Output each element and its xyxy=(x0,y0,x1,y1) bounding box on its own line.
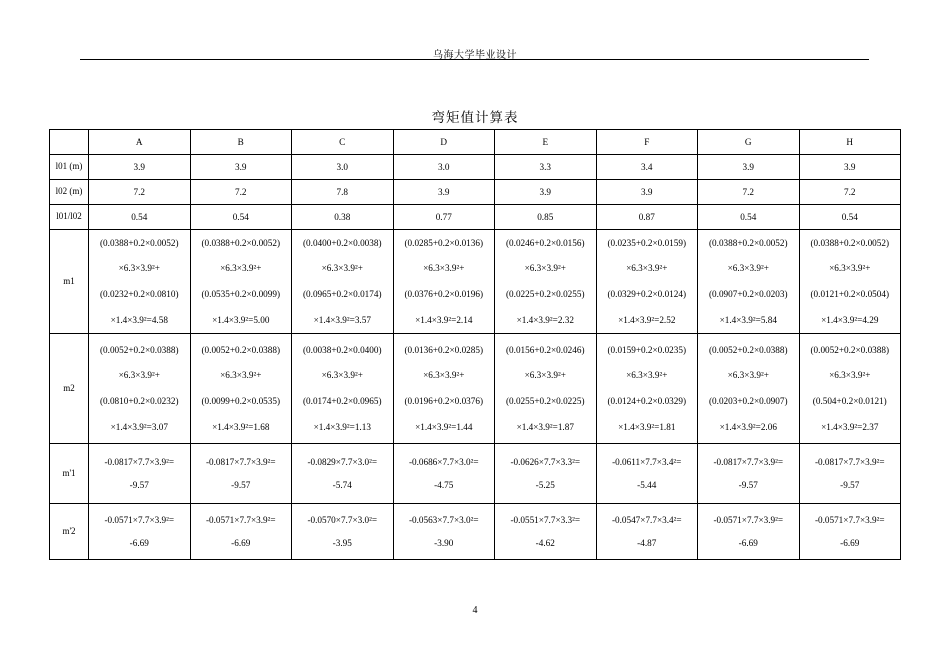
formula-line: -5.74 xyxy=(332,480,352,491)
formula-line: (0.0235+0.2×0.0159) xyxy=(607,237,686,248)
formula-line: -3.90 xyxy=(434,538,454,549)
row-label: m'1 xyxy=(50,444,89,504)
formula-line: ×6.3×3.9²+ xyxy=(321,263,363,274)
formula-lines xyxy=(89,457,190,491)
formula-line: (0.0388+0.2×0.0052) xyxy=(201,237,280,248)
formula-line: (0.0099+0.2×0.0535) xyxy=(201,396,280,407)
formula-line: (0.0255+0.2×0.0225) xyxy=(506,396,585,407)
formula-cell xyxy=(190,444,292,504)
page-number: 4 xyxy=(472,605,478,616)
formula-cell xyxy=(292,504,394,560)
formula-line: ×1.4×3.9²=2.52 xyxy=(618,315,676,326)
formula-lines xyxy=(800,457,901,491)
formula-line: ×6.3×3.9²+ xyxy=(626,370,668,381)
formula-line: ×6.3×3.9²+ xyxy=(220,370,262,381)
formula-lines xyxy=(698,238,799,326)
value-cell: 0.85 xyxy=(495,205,597,230)
column-header: E xyxy=(495,130,597,155)
formula-line: -9.57 xyxy=(840,480,860,491)
formula-lines xyxy=(698,457,799,491)
value-cell: 3.9 xyxy=(799,155,901,180)
formula-line: -0.0571×7.7×3.9²= xyxy=(814,514,885,525)
formula-line: -9.57 xyxy=(129,480,149,491)
formula-line: -9.57 xyxy=(738,480,758,491)
formula-line: -6.69 xyxy=(231,538,251,549)
formula-line: (0.0907+0.2×0.0203) xyxy=(709,289,788,300)
formula-line: -0.0563×7.7×3.0²= xyxy=(408,514,479,525)
formula-line: (0.0174+0.2×0.0965) xyxy=(303,396,382,407)
formula-line: (0.0136+0.2×0.0285) xyxy=(404,344,483,355)
formula-cell xyxy=(596,230,698,334)
value-cell: 3.9 xyxy=(495,180,597,205)
formula-lines xyxy=(191,238,292,326)
formula-cell xyxy=(799,230,901,334)
formula-cell xyxy=(292,334,394,444)
formula-line: (0.0965+0.2×0.0174) xyxy=(303,289,382,300)
formula-cell xyxy=(799,504,901,560)
formula-line: (0.0052+0.2×0.0388) xyxy=(201,344,280,355)
formula-line: -5.25 xyxy=(535,480,555,491)
header-rule xyxy=(80,59,869,60)
mp1-row xyxy=(50,444,901,504)
page-header: 乌海大学毕业设计 xyxy=(433,50,517,61)
formula-lines xyxy=(495,457,596,491)
value-cell: 7.2 xyxy=(799,180,901,205)
formula-line: (0.0388+0.2×0.0052) xyxy=(810,237,889,248)
formula-lines xyxy=(292,238,393,326)
formula-line: -4.87 xyxy=(637,538,657,549)
formula-cell xyxy=(190,334,292,444)
formula-cell xyxy=(89,334,191,444)
formula-line: -0.0626×7.7×3.3²= xyxy=(510,456,581,467)
row-label: m'2 xyxy=(50,504,89,560)
formula-line: ×6.3×3.9²+ xyxy=(829,370,871,381)
formula-line: ×1.4×3.9²=4.58 xyxy=(110,315,168,326)
value-cell: 7.2 xyxy=(190,180,292,205)
formula-line: ×6.3×3.9²+ xyxy=(524,370,566,381)
m1-row xyxy=(50,230,901,334)
formula-lines xyxy=(597,238,698,326)
formula-line: (0.0388+0.2×0.0052) xyxy=(709,237,788,248)
row-label: m1 xyxy=(50,230,89,334)
value-cell: 0.54 xyxy=(698,205,800,230)
formula-line: ×1.4×3.9²=2.14 xyxy=(415,315,473,326)
formula-cell xyxy=(596,334,698,444)
value-cell: 7.2 xyxy=(698,180,800,205)
column-header: F xyxy=(596,130,698,155)
formula-line: (0.0400+0.2×0.0038) xyxy=(303,237,382,248)
value-cell: 0.38 xyxy=(292,205,394,230)
formula-line: ×6.3×3.9²+ xyxy=(118,263,160,274)
formula-line: ×1.4×3.9²=1.13 xyxy=(313,422,371,433)
formula-line: ×1.4×3.9²=3.07 xyxy=(110,422,168,433)
corner-cell xyxy=(50,130,89,155)
formula-lines xyxy=(800,238,901,326)
formula-line: (0.0196+0.2×0.0376) xyxy=(404,396,483,407)
column-header: D xyxy=(393,130,495,155)
value-cell: 3.3 xyxy=(495,155,597,180)
formula-line: -4.62 xyxy=(535,538,555,549)
formula-line: -0.0551×7.7×3.3²= xyxy=(510,514,581,525)
formula-line: -0.0611×7.7×3.4²= xyxy=(612,456,682,467)
formula-line: -4.75 xyxy=(434,480,454,491)
formula-line: ×1.4×3.9²=2.06 xyxy=(719,422,777,433)
formula-line: -0.0817×7.7×3.9²= xyxy=(814,456,885,467)
formula-line: ×1.4×3.9²=3.57 xyxy=(313,315,371,326)
formula-line: (0.0052+0.2×0.0388) xyxy=(810,344,889,355)
value-cell: 3.9 xyxy=(393,180,495,205)
formula-line: ×6.3×3.9²+ xyxy=(321,370,363,381)
value-cell: 7.8 xyxy=(292,180,394,205)
formula-lines xyxy=(495,515,596,549)
formula-line: -0.0547×7.7×3.4²= xyxy=(611,514,682,525)
formula-line: (0.0232+0.2×0.0810) xyxy=(100,289,179,300)
formula-lines xyxy=(191,515,292,549)
formula-line: (0.0038+0.2×0.0400) xyxy=(303,344,382,355)
column-header: A xyxy=(89,130,191,155)
formula-line: (0.0329+0.2×0.0124) xyxy=(607,289,686,300)
formula-line: ×1.4×3.9²=4.29 xyxy=(821,315,879,326)
formula-cell xyxy=(292,230,394,334)
formula-cell xyxy=(495,444,597,504)
formula-lines xyxy=(800,345,901,433)
value-cell: 7.2 xyxy=(89,180,191,205)
formula-lines xyxy=(698,345,799,433)
l02-row xyxy=(50,180,901,205)
value-cell: 0.54 xyxy=(799,205,901,230)
value-cell: 0.54 xyxy=(190,205,292,230)
formula-cell xyxy=(190,504,292,560)
column-header: B xyxy=(190,130,292,155)
formula-line: (0.0285+0.2×0.0136) xyxy=(404,237,483,248)
value-cell: 3.9 xyxy=(596,180,698,205)
formula-cell xyxy=(799,334,901,444)
formula-line: (0.0376+0.2×0.0196) xyxy=(404,289,483,300)
formula-line: ×6.3×3.9²+ xyxy=(829,263,871,274)
formula-line: ×1.4×3.9²=5.00 xyxy=(212,315,270,326)
formula-lines xyxy=(495,345,596,433)
formula-line: -9.57 xyxy=(231,480,251,491)
formula-lines xyxy=(394,238,495,326)
formula-line: -0.0571×7.7×3.9²= xyxy=(104,514,175,525)
formula-lines xyxy=(89,345,190,433)
formula-line: ×6.3×3.9²+ xyxy=(524,263,566,274)
formula-line: -0.0571×7.7×3.9²= xyxy=(713,514,784,525)
formula-lines xyxy=(191,457,292,491)
ratio-row xyxy=(50,205,901,230)
formula-lines xyxy=(495,238,596,326)
value-cell: 3.9 xyxy=(190,155,292,180)
formula-line: ×6.3×3.9²+ xyxy=(727,370,769,381)
value-cell: 3.0 xyxy=(393,155,495,180)
formula-line: ×1.4×3.9²=1.81 xyxy=(618,422,676,433)
formula-line: (0.0159+0.2×0.0235) xyxy=(607,344,686,355)
formula-line: ×1.4×3.9²=2.37 xyxy=(821,422,879,433)
formula-line: ×1.4×3.9²=1.87 xyxy=(516,422,574,433)
formula-line: ×1.4×3.9²=5.84 xyxy=(719,315,777,326)
formula-lines xyxy=(597,515,698,549)
formula-lines xyxy=(292,457,393,491)
formula-line: (0.0246+0.2×0.0156) xyxy=(506,237,585,248)
formula-lines xyxy=(292,515,393,549)
formula-lines xyxy=(597,345,698,433)
formula-line: -0.0686×7.7×3.0²= xyxy=(408,456,479,467)
formula-line: (0.0052+0.2×0.0388) xyxy=(709,344,788,355)
formula-line: ×6.3×3.9²+ xyxy=(118,370,160,381)
formula-line: -0.0570×7.7×3.0²= xyxy=(307,514,378,525)
formula-cell xyxy=(698,444,800,504)
formula-cell xyxy=(190,230,292,334)
formula-lines xyxy=(597,457,698,491)
formula-lines xyxy=(800,515,901,549)
formula-line: (0.0121+0.2×0.0504) xyxy=(810,289,889,300)
formula-line: -0.0829×7.7×3.0²= xyxy=(307,456,378,467)
formula-lines xyxy=(191,345,292,433)
value-cell: 3.9 xyxy=(89,155,191,180)
formula-line: ×6.3×3.9²+ xyxy=(727,263,769,274)
formula-cell xyxy=(698,230,800,334)
formula-line: -0.0817×7.7×3.9²= xyxy=(205,456,276,467)
formula-lines xyxy=(89,515,190,549)
formula-line: (0.0388+0.2×0.0052) xyxy=(100,237,179,248)
mp2-row xyxy=(50,504,901,560)
formula-lines xyxy=(394,515,495,549)
formula-cell xyxy=(495,504,597,560)
column-header: H xyxy=(799,130,901,155)
formula-line: -0.0817×7.7×3.9²= xyxy=(104,456,175,467)
formula-line: (0.504+0.2×0.0121) xyxy=(812,396,887,407)
row-label: m2 xyxy=(50,334,89,444)
column-header: C xyxy=(292,130,394,155)
formula-cell xyxy=(393,504,495,560)
value-cell: 0.54 xyxy=(89,205,191,230)
formula-line: ×1.4×3.9²=2.32 xyxy=(516,315,574,326)
value-cell: 3.0 xyxy=(292,155,394,180)
row-label: l02 (m) xyxy=(50,180,89,205)
formula-cell xyxy=(393,444,495,504)
formula-line: (0.0203+0.2×0.0907) xyxy=(709,396,788,407)
formula-cell xyxy=(393,334,495,444)
value-cell: 3.4 xyxy=(596,155,698,180)
value-cell: 3.9 xyxy=(698,155,800,180)
formula-lines xyxy=(89,238,190,326)
formula-cell xyxy=(393,230,495,334)
formula-cell xyxy=(495,230,597,334)
formula-line: (0.0124+0.2×0.0329) xyxy=(607,396,686,407)
formula-line: (0.0535+0.2×0.0099) xyxy=(201,289,280,300)
formula-line: (0.0052+0.2×0.0388) xyxy=(100,344,179,355)
formula-line: ×6.3×3.9²+ xyxy=(423,263,465,274)
formula-cell xyxy=(89,444,191,504)
formula-line: -5.44 xyxy=(637,480,657,491)
formula-line: -3.95 xyxy=(332,538,352,549)
value-cell: 0.87 xyxy=(596,205,698,230)
table-title: 弯矩值计算表 xyxy=(431,110,519,125)
formula-cell xyxy=(495,334,597,444)
formula-line: ×6.3×3.9²+ xyxy=(220,263,262,274)
row-label: l01 (m) xyxy=(50,155,89,180)
formula-line: -6.69 xyxy=(840,538,860,549)
formula-line: ×6.3×3.9²+ xyxy=(423,370,465,381)
formula-line: ×1.4×3.9²=1.68 xyxy=(212,422,270,433)
formula-line: ×1.4×3.9²=1.44 xyxy=(415,422,473,433)
row-label: l01/l02 xyxy=(50,205,89,230)
formula-line: ×6.3×3.9²+ xyxy=(626,263,668,274)
table-header-row xyxy=(50,130,901,155)
formula-cell xyxy=(89,504,191,560)
m2-row xyxy=(50,334,901,444)
formula-cell xyxy=(698,504,800,560)
formula-cell xyxy=(596,444,698,504)
formula-line: (0.0156+0.2×0.0246) xyxy=(506,344,585,355)
formula-line: -0.0817×7.7×3.9²= xyxy=(713,456,784,467)
formula-lines xyxy=(394,457,495,491)
formula-line: -0.0571×7.7×3.9²= xyxy=(205,514,276,525)
formula-cell xyxy=(698,334,800,444)
formula-cell xyxy=(596,504,698,560)
formula-lines xyxy=(698,515,799,549)
formula-line: (0.0225+0.2×0.0255) xyxy=(506,289,585,300)
formula-line: -6.69 xyxy=(129,538,149,549)
formula-cell xyxy=(89,230,191,334)
moment-calculation-table xyxy=(49,129,901,560)
formula-lines xyxy=(292,345,393,433)
formula-line: (0.0810+0.2×0.0232) xyxy=(100,396,179,407)
formula-cell xyxy=(799,444,901,504)
formula-line: -6.69 xyxy=(738,538,758,549)
formula-lines xyxy=(394,345,495,433)
value-cell: 0.77 xyxy=(393,205,495,230)
l01-row xyxy=(50,155,901,180)
formula-cell xyxy=(292,444,394,504)
column-header: G xyxy=(698,130,800,155)
